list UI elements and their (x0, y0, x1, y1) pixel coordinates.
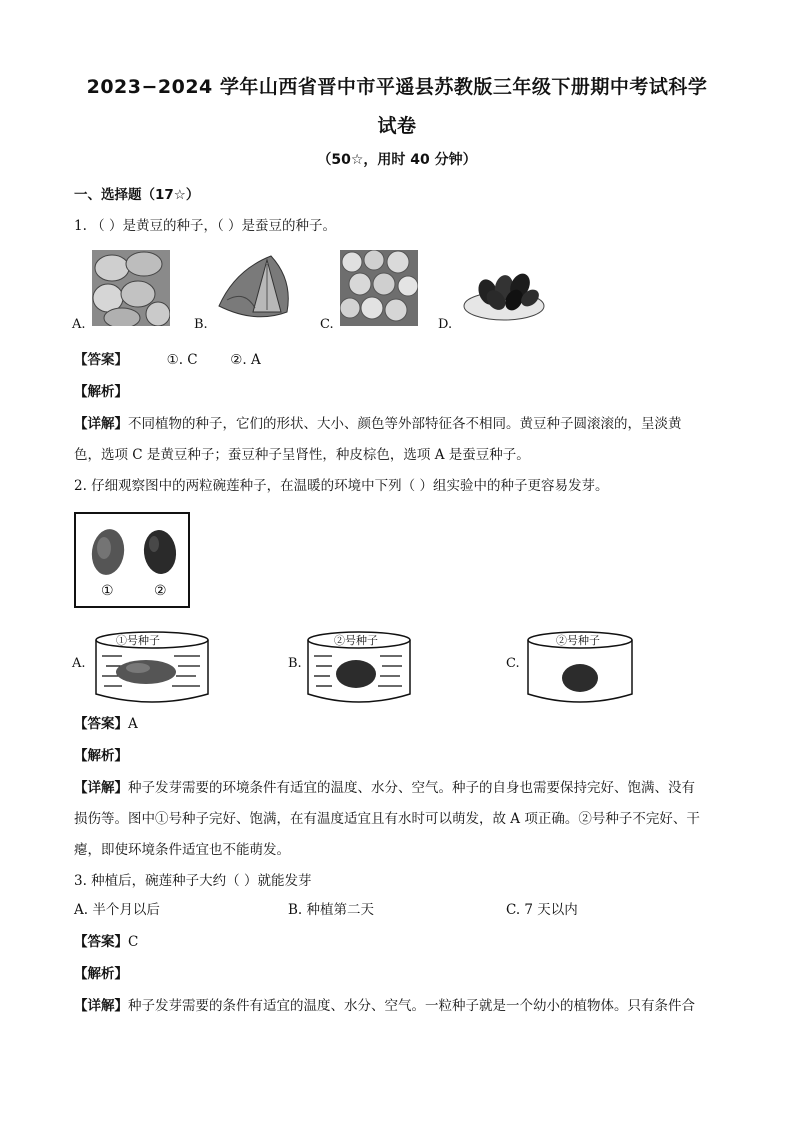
seed-label-2: ② (154, 583, 167, 599)
answer-tag: 【答案】 (74, 352, 128, 368)
q2-option-a-label: A. (72, 656, 86, 671)
q1-option-d-label: D. (438, 317, 453, 332)
answer-1-number: ① (166, 352, 179, 368)
q2-analysis-tag: 【解析】 (74, 748, 128, 764)
detail-tag: 【详解】 (74, 998, 128, 1014)
beaker-a-label: ①号种子 (116, 634, 160, 647)
answer-2-number: ② (230, 352, 243, 368)
seed-label-1: ① (101, 583, 114, 599)
answer-2-value: A (250, 352, 261, 368)
q2-stem: 2. 仔细观察图中的两粒碗莲种子，在温暖的环境中下列（ ）组实验中的种子更容易发芽。 (74, 478, 609, 494)
q1-option-c-label: C. (320, 317, 334, 332)
q1-detail-line1 (74, 412, 682, 432)
q3-analysis-tag: 【解析】 (74, 966, 128, 982)
exam-subtitle: （50☆，用时 40 分钟） (317, 152, 477, 168)
q2-detail-text1: 种子发芽需要的环境条件有适宜的温度、水分、空气。种子的自身也需要保持完好、饱满、没有 (128, 780, 695, 796)
q1-option-a-label: A. (72, 317, 86, 332)
answer-tag: 【答案】 (74, 716, 128, 732)
lotus-seeds-figure (74, 512, 190, 608)
q2-detail-line2: 损伤等。图中①号种子完好、饱满，在有温度适宜且有水时可以萌发，故 A 项正确。②号种子不完好、干 (74, 811, 700, 827)
q3-detail-line1 (74, 994, 695, 1014)
q3-option-c: C. 7 天以内 (506, 902, 578, 918)
q3-detail-text1: 种子发芽需要的条件有适宜的温度、水分、空气。一粒种子就是一个幼小的植物体。只有条件合 (128, 998, 695, 1014)
q2-detail-line3: 瘪，即使环境条件适宜也不能萌发。 (74, 842, 290, 858)
detail-tag: 【详解】 (74, 416, 128, 432)
exam-title-line2: 试卷 (377, 115, 417, 137)
answer-value: C (128, 934, 139, 950)
q1-answer: 【答案】 ①. C ②. A (74, 352, 261, 368)
pine-nuts-image (460, 262, 546, 326)
q3-option-b: B. 种植第二天 (288, 902, 375, 918)
soybean-seeds-image (340, 250, 418, 326)
q3-answer (74, 930, 138, 950)
answer-value: A (128, 716, 138, 732)
peach-pit-image (215, 250, 295, 326)
answer-tag: 【答案】 (74, 934, 128, 950)
q2-option-b-label: B. (288, 656, 302, 671)
q2-option-c-label: C. (506, 656, 520, 671)
section-heading: 一、选择题（17☆） (74, 187, 200, 203)
beaker-b-label: ②号种子 (334, 634, 378, 647)
detail-tag: 【详解】 (74, 780, 128, 796)
answer-1-value: C (187, 352, 198, 368)
q1-stem: 1. （ ）是黄豆的种子，（ ）是蚕豆的种子。 (74, 218, 337, 234)
q3-stem: 3. 种植后，碗莲种子大约（ ）就能发芽 (74, 873, 312, 889)
exam-title-line1: 2023−2024 学年山西省晋中市平遥县苏教版三年级下册期中考试科学 (86, 76, 708, 98)
q1-analysis-tag: 【解析】 (74, 384, 128, 400)
q2-detail-line1 (74, 776, 695, 796)
broad-bean-seeds-image (92, 250, 170, 326)
beaker-c-label: ②号种子 (556, 634, 600, 647)
q1-detail-line2: 色，选项 C 是黄豆种子；蚕豆种子呈肾性，种皮棕色，选项 A 是蚕豆种子。 (74, 447, 530, 463)
q2-answer (74, 712, 138, 732)
q1-option-b-label: B. (194, 317, 208, 332)
q1-detail-text1: 不同植物的种子，它们的形状、大小、颜色等外部特征各不相同。黄豆种子圆滚滚的，呈淡黄 (128, 416, 682, 432)
q3-option-a: A. 半个月以后 (74, 902, 160, 918)
